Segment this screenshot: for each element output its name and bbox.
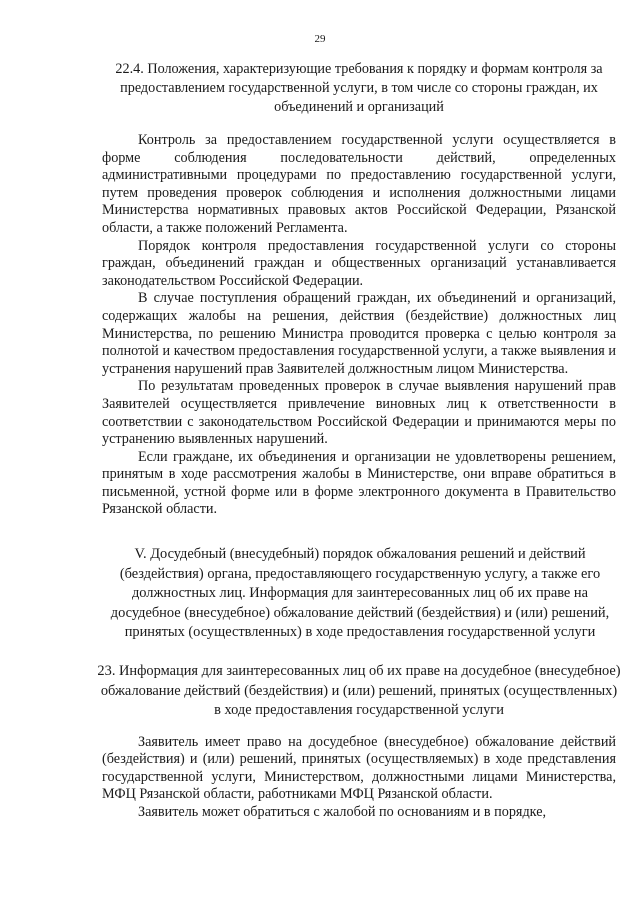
paragraph: В случае поступления обращений граждан, их объединений и организаций, содержащих жалобы на решения, действия (бездействие) должностных лиц Министерства, по решению Министра проводится проверка с целью контроля за полнотой и качеством предоставления государственной услуги, а также выявления и устранения нарушений прав Заявителей должностным лицом Министерства. xyxy=(102,290,616,377)
paragraph: Если граждане, их объединения и организации не удовлетворены решением, принятым в ходе рассмотрения жалобы в Министерстве, они вправе обратиться в письменной, устной форме или в форме электронного документа в Правительство Рязанской области. xyxy=(102,448,616,518)
page-number: 29 xyxy=(314,33,326,45)
paragraph: Порядок контроля предоставления государственной услуги со стороны граждан, объединений граждан и общественных организаций устанавливается законодательством Российской Федерации. xyxy=(102,237,616,289)
section-23-heading: 23. Информация для заинтересованных лиц об их праве на досудебное (внесудебное) обжалование действий (бездействия) и (или) решений, принятых (осуществленных) в ходе предоставления государственной услуги xyxy=(97,663,621,718)
paragraph: Контроль за предоставлением государственной услуги осуществляется в форме соблюдения последовательности действий, определенных административными процедурами по предоставлению государственной услуги, путем проведения проверок соблюдения и исполнения должностными лицами Министерства нормативных правовых актов Российской Федерации, Рязанской области, а также положений Регламента. xyxy=(102,132,616,236)
section-23-body xyxy=(102,734,616,821)
paragraph: Заявитель может обратиться с жалобой по основаниям и в порядке, xyxy=(138,803,547,820)
section-22-4-body xyxy=(102,132,616,519)
paragraph: Заявитель имеет право на досудебное (внесудебное) обжалование действий (бездействия) и (или) решений, принятых (осуществляемых) в ходе представления государственной услуги, Министерством, должностными лицами Министерства, МФЦ Рязанской области, работниками МФЦ Рязанской области. xyxy=(102,734,616,803)
paragraph: По результатам проведенных проверок в случае выявления нарушений прав Заявителей осуществляется привлечение виновных лиц к ответственности в соответствии с законодательством Российской Федерации и принимаются меры по устранению выявленных нарушений. xyxy=(102,378,616,448)
section-v-heading: V. Досудебный (внесудебный) порядок обжалования решений и действий (бездействия) органа, предоставляющего государственную услугу, а также его должностных лиц. Информация для заинтересованных лиц об их праве на досудебное (внесудебное) обжалование действий (бездействия) и (или) решений, принятых (осуществленных) в ходе предоставления государственной услуги xyxy=(110,546,610,640)
section-22-4-heading: 22.4. Положения, характеризующие требования к порядку и формам контроля за предоставлением государственной услуги, в том числе со стороны граждан, их объединений и организаций xyxy=(115,61,603,115)
